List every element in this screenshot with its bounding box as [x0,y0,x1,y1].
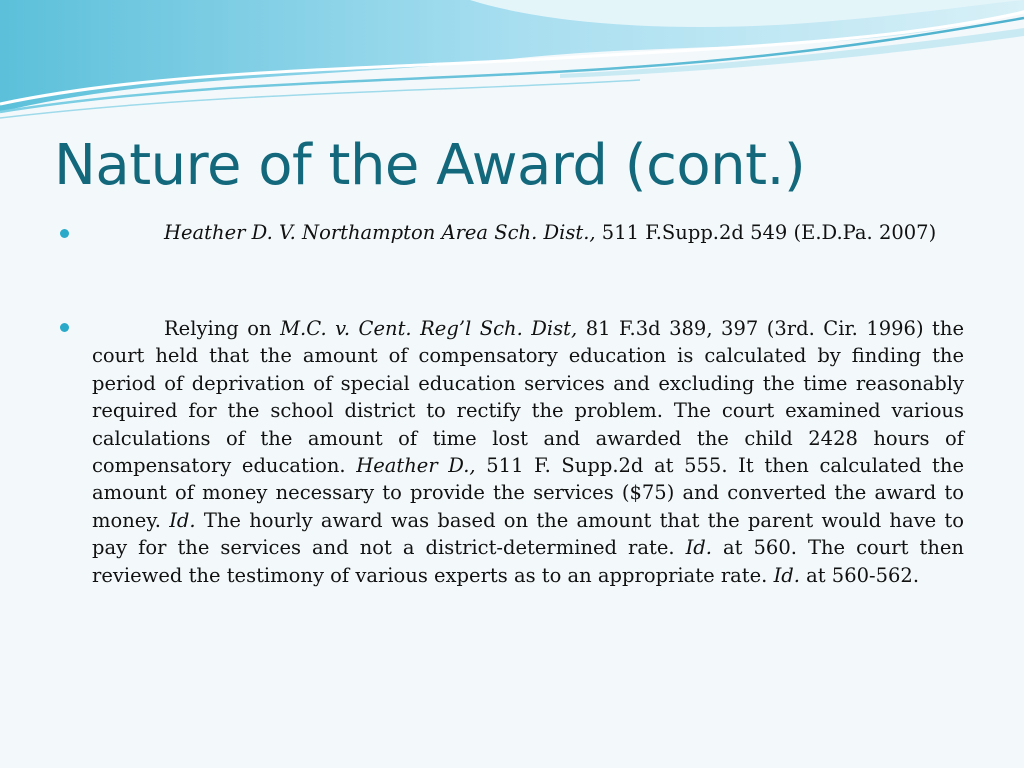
body-text: The hourly award was based on the amount that the parent would have to pay for the services and not a district-determined rate. [92,508,964,560]
id-citation: Id. [685,536,712,560]
body-text: at 560-562. [799,563,920,587]
bullet-item-heather [92,219,964,246]
slide-title: Nature of the Award (cont.) [54,133,806,198]
case-name: M.C. v. Cent. Reg’l Sch. Dist, [280,317,578,340]
case-name: Heather D., [356,454,476,478]
id-citation: Id. [169,508,196,532]
id-citation: Id. [773,563,800,587]
case-name: Heather D. V. Northampton Area Sch. Dist., [164,221,596,244]
header-wave-decoration [0,0,1024,130]
citation: 511 F.Supp.2d 549 (E.D.Pa. 2007) [595,221,937,244]
bullet-marker [60,323,69,332]
body-text: at 560. The court then reviewed the testimony of various experts as to an appropriate rate. [92,536,964,587]
bullet-marker [60,229,69,238]
body-text: 81 F.3d 389, 397 (3rd. Cir. 1996) the court held that the amount of compensatory education is calculated by finding the period of deprivation of special education services and excluding the time reasonably required for the school district to rectify the problem. The court examined various calculations of the amount of time lost and awarded the child 2428 hours of compensatory education. [92,317,964,478]
body-text: 511 F. Supp.2d at 555. It then calculated the amount of money necessary to provide the services ($75) and converted the award to money. [92,454,964,532]
bullet-item-relying [92,315,964,589]
body-text: Relying on [164,317,281,340]
